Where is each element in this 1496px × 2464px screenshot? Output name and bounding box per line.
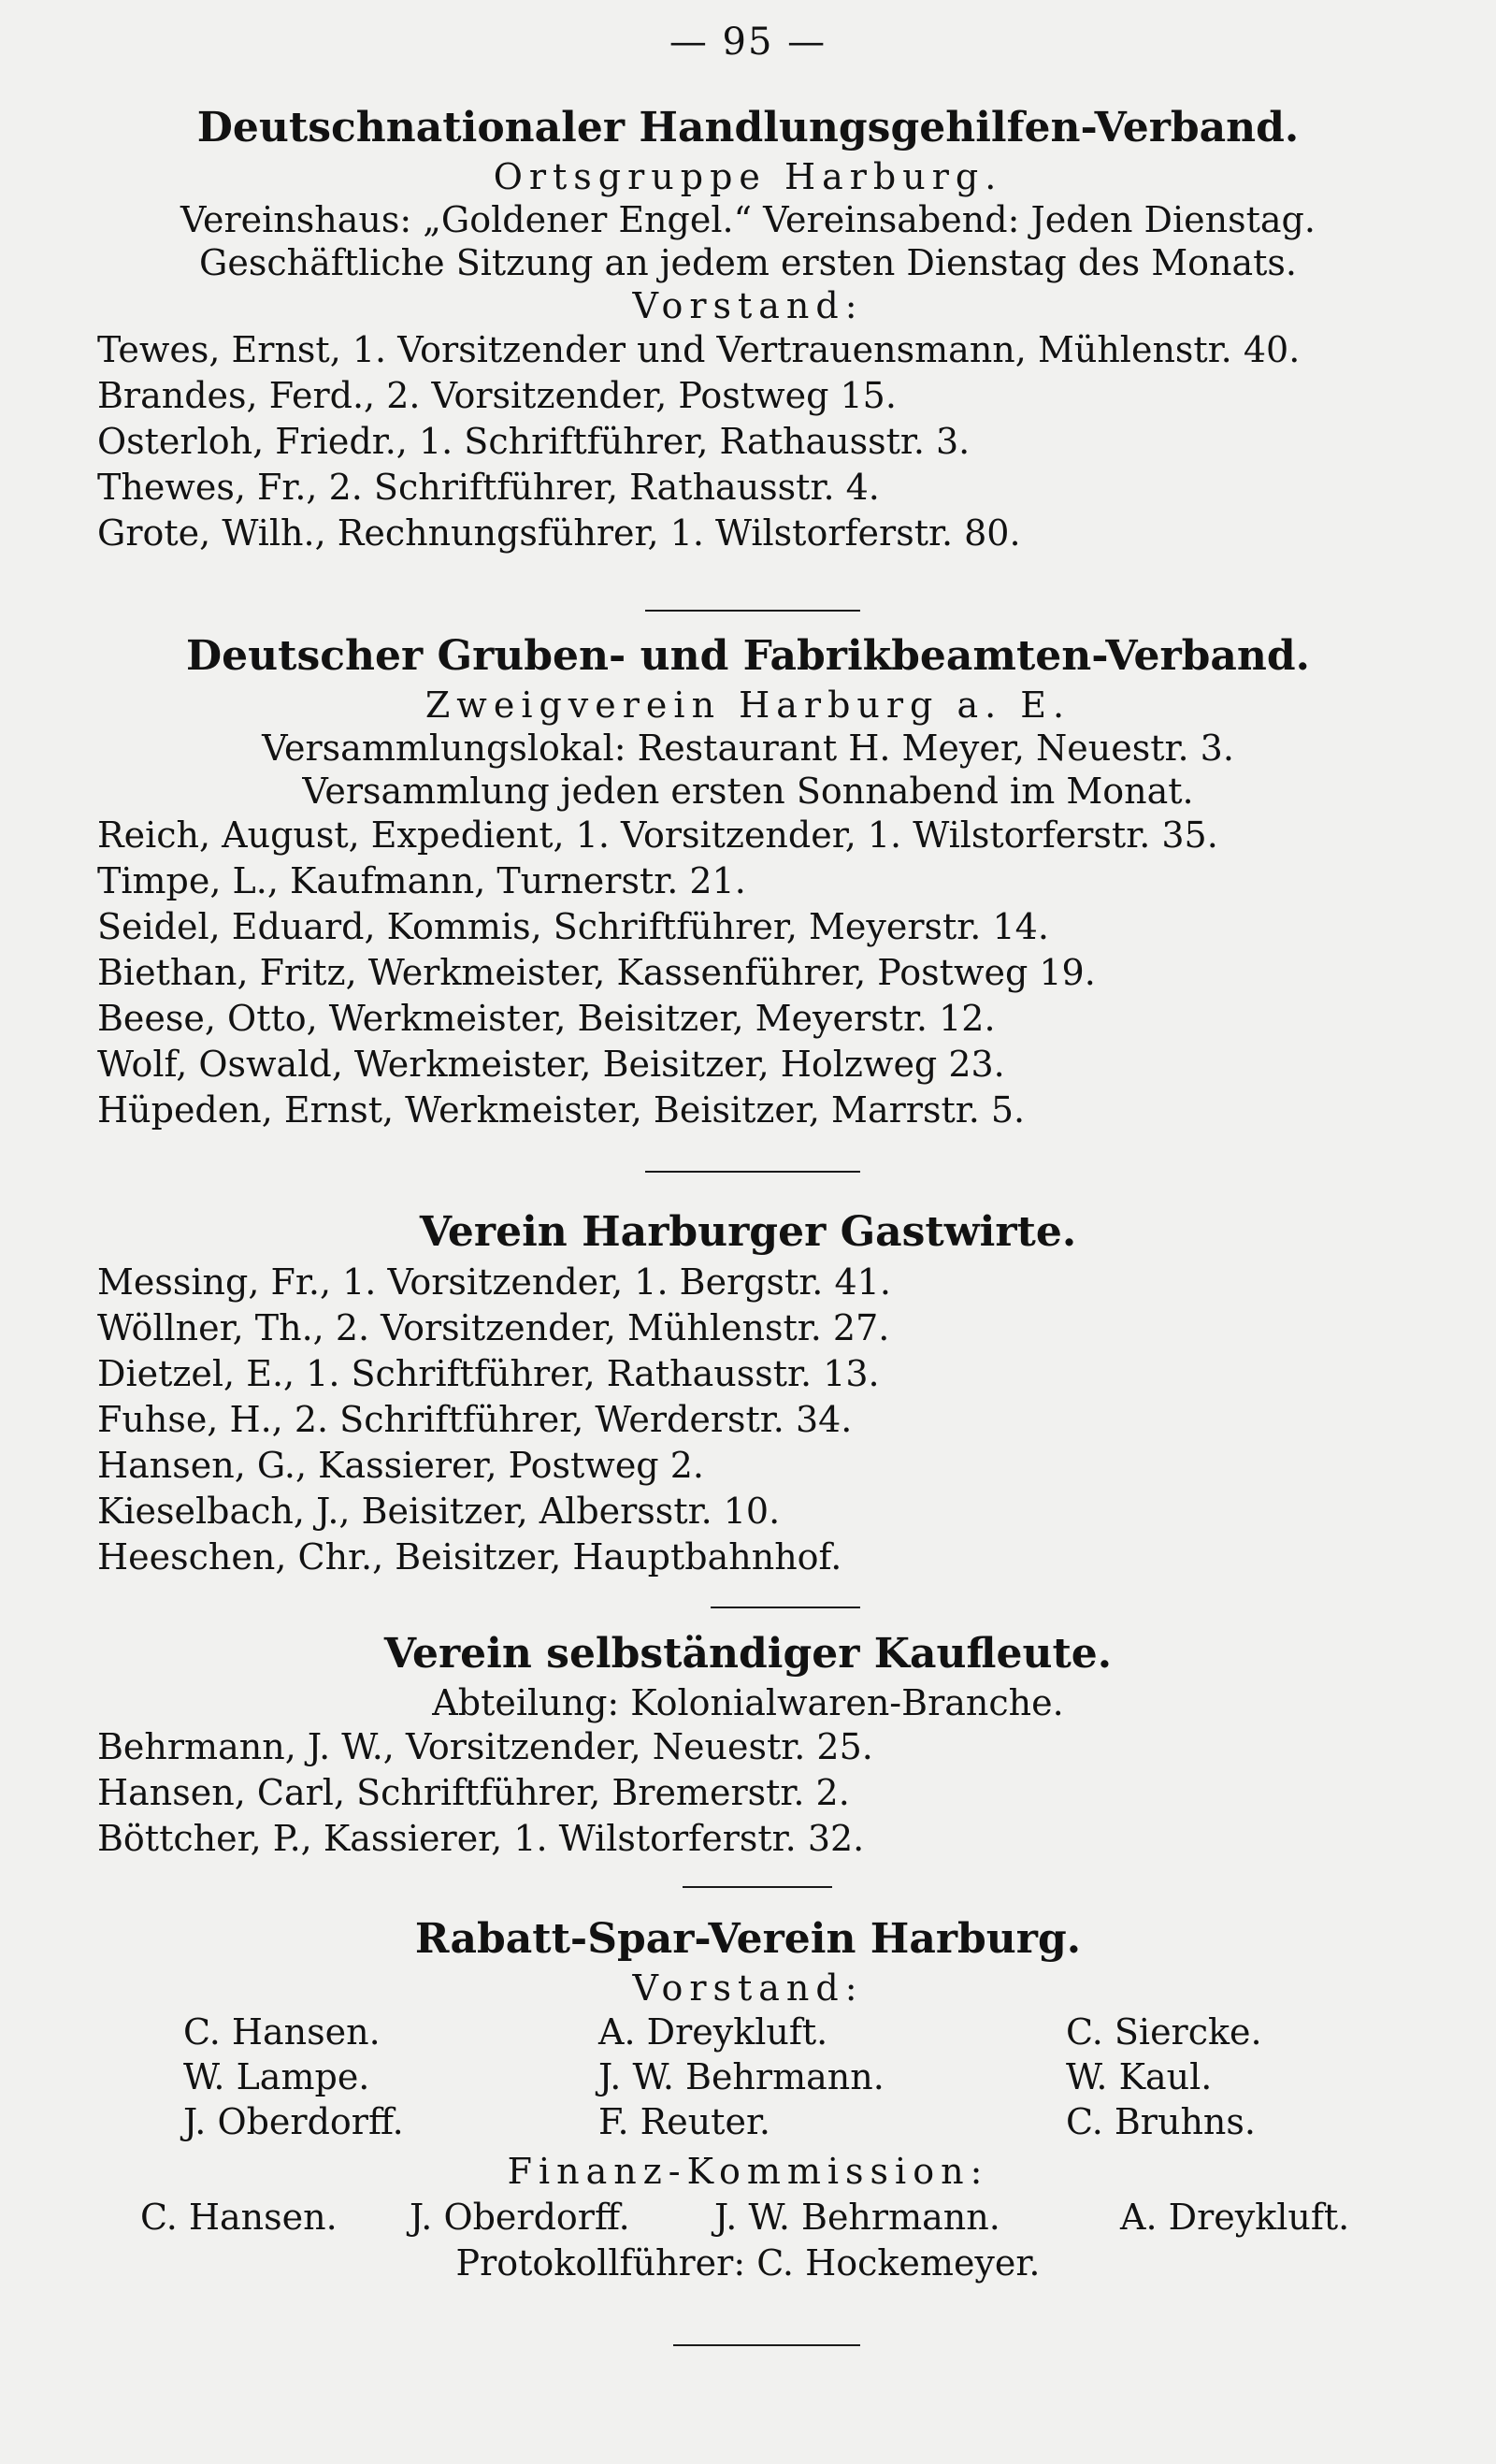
board-grid (0, 2010, 1496, 2150)
finance-member: J. Oberdorff. (410, 2197, 630, 2238)
member-line: Thewes, Fr., 2. Schriftführer, Rathausstr. 4. (97, 467, 880, 508)
section-title: Verein selbständiger Kaufleute. (383, 1630, 1113, 1678)
member-line: Tewes, Ernst, 1. Vorsitzender und Vertrauensmann, Mühlenstr. 40. (97, 329, 1301, 370)
board-label: Vorstand: (632, 1967, 864, 2009)
member-line: Brandes, Ferd., 2. Vorsitzender, Postweg 15. (97, 375, 897, 416)
divider (683, 1886, 832, 1888)
info-line: Geschäftliche Sitzung an jedem ersten Dienstag des Monats. (199, 242, 1297, 283)
section-rabatt-spar-verein (0, 1912, 1496, 2284)
section-title: Rabatt-Spar-Verein Harburg. (414, 1915, 1082, 1963)
board-member: W. Lampe. (183, 2056, 370, 2097)
member-line: Kieselbach, J., Beisitzer, Albersstr. 10. (97, 1491, 781, 1532)
divider (645, 610, 860, 612)
board-member: W. Kaul. (1066, 2056, 1213, 2097)
page-number: — 95 — (669, 21, 827, 64)
section-handlungsgehilfen (0, 101, 1496, 556)
member-line: Grote, Wilh., Rechnungsführer, 1. Wilstorferstr. 80. (97, 512, 1021, 554)
finance-member: J. W. Behrmann. (714, 2197, 1000, 2238)
board-label: Vorstand: (632, 285, 864, 326)
section-kaufleute (0, 1627, 1496, 1862)
board-member: C. Hansen. (183, 2011, 381, 2053)
member-list (0, 1724, 1496, 1862)
member-line: Wöllner, Th., 2. Vorsitzender, Mühlenstr. 27. (97, 1307, 890, 1348)
secretary-line: Protokollführer: C. Hockemeyer. (455, 2242, 1041, 2284)
section-subtitle: Abteilung: Kolonialwaren-Branche. (432, 1682, 1064, 1723)
member-line: Heeschen, Chr., Beisitzer, Hauptbahnhof. (97, 1536, 842, 1578)
member-line: Böttcher, P., Kassierer, 1. Wilstorferstr. 32. (97, 1818, 865, 1859)
section-gastwirte (0, 1205, 1496, 1580)
divider (645, 1171, 860, 1173)
board-member: C. Siercke. (1066, 2011, 1262, 2053)
member-line: Fuhse, H., 2. Schriftführer, Werderstr. 34. (97, 1399, 853, 1440)
finance-member: A. Dreykluft. (1120, 2197, 1350, 2238)
finance-member: C. Hansen. (140, 2197, 338, 2238)
finance-label: Finanz-Kommission: (507, 2151, 989, 2192)
section-subtitle: Ortsgruppe Harburg. (493, 156, 1003, 197)
section-gruben-fabrikbeamten (0, 629, 1496, 1133)
member-line: Messing, Fr., 1. Vorsitzender, 1. Bergstr. 41. (97, 1261, 891, 1303)
divider (673, 2344, 860, 2346)
member-line: Hansen, G., Kassierer, Postweg 2. (97, 1445, 704, 1486)
member-line: Osterloh, Friedr., 1. Schriftführer, Rathausstr. 3. (97, 421, 971, 462)
divider (711, 1607, 860, 1608)
info-line: Vereinshaus: „Goldener Engel.“ Vereinsabend: Jeden Dienstag. (180, 199, 1316, 240)
section-title: Verein Harburger Gastwirte. (419, 1208, 1077, 1256)
member-line: Behrmann, J. W., Vorsitzender, Neuestr. 25. (97, 1726, 873, 1767)
section-subtitle: Zweigverein Harburg a. E. (424, 684, 1072, 726)
member-line: Seidel, Eduard, Kommis, Schriftführer, Meyerstr. 14. (97, 906, 1049, 947)
member-line: Reich, August, Expedient, 1. Vorsitzender, 1. Wilstorferstr. 35. (97, 814, 1218, 856)
board-member: J. W. Behrmann. (598, 2056, 885, 2097)
section-title: Deutschnationaler Handlungsgehilfen-Verband. (196, 104, 1300, 151)
member-list (0, 813, 1496, 1133)
member-line: Hansen, Carl, Schriftführer, Bremerstr. 2. (97, 1772, 850, 1813)
board-member: C. Bruhns. (1066, 2101, 1256, 2142)
member-list (0, 1260, 1496, 1580)
section-title: Deutscher Gruben- und Fabrikbeamten-Verband. (186, 632, 1310, 680)
board-member: J. Oberdorff. (183, 2101, 404, 2142)
member-line: Timpe, L., Kaufmann, Turnerstr. 21. (97, 860, 746, 901)
member-line: Dietzel, E., 1. Schriftführer, Rathausstr. 13. (97, 1353, 880, 1394)
member-line: Hüpeden, Ernst, Werkmeister, Beisitzer, Marrstr. 5. (97, 1089, 1026, 1131)
member-line: Wolf, Oswald, Werkmeister, Beisitzer, Holzweg 23. (97, 1044, 1005, 1085)
board-member: A. Dreykluft. (598, 2011, 828, 2053)
member-list (0, 327, 1496, 556)
member-line: Biethan, Fritz, Werkmeister, Kassenführer, Postweg 19. (97, 952, 1096, 993)
member-line: Beese, Otto, Werkmeister, Beisitzer, Meyerstr. 12. (97, 998, 996, 1039)
info-line: Versammlung jeden ersten Sonnabend im Monat. (302, 771, 1194, 812)
finance-row (0, 2193, 1496, 2241)
info-line: Versammlungslokal: Restaurant H. Meyer, Neuestr. 3. (262, 728, 1234, 769)
board-member: F. Reuter. (598, 2101, 771, 2142)
